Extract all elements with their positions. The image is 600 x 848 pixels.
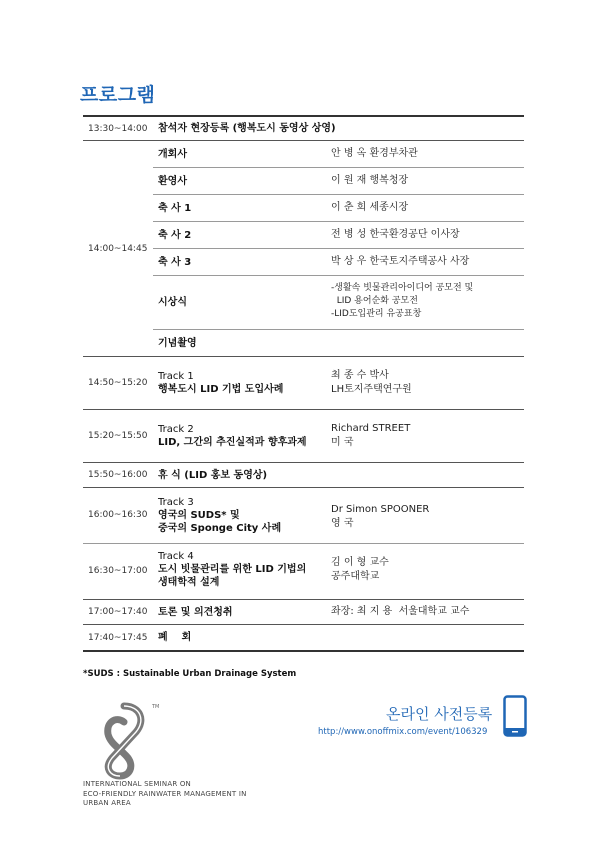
event-label: 개회사 [158, 149, 187, 160]
speaker-line: Dr Simon SPOONER [331, 504, 430, 515]
track-label: Track 2 [158, 424, 194, 435]
speaker-lines [331, 422, 410, 450]
opening-item [153, 168, 524, 195]
event-label: 휴 식 (LID 홍보 동영상) [158, 469, 268, 481]
speaker-label: 좌장: 최 지 용 서울대학교 교수 [331, 606, 470, 617]
event-block [158, 550, 306, 589]
speaker-line: 영 국 [331, 518, 354, 529]
speaker-lines [331, 282, 473, 321]
opening-item [153, 249, 524, 276]
event-block [158, 423, 307, 449]
speaker-label: 이 원 재 행복청장 [331, 175, 409, 186]
time-label: 15:50~16:00 [88, 470, 148, 480]
speaker-line: 최 종 수 박사 [331, 370, 389, 381]
event-label: 폐 회 [158, 632, 192, 643]
time-label: 16:30~17:00 [88, 566, 148, 576]
speaker-line: 김 이 형 교수 [331, 557, 389, 568]
online-registration-label[interactable]: 온라인 사전등록 [386, 705, 493, 723]
row-track1 [83, 357, 524, 410]
trademark-mark: TM [152, 704, 160, 710]
event-line: 중국의 Sponge City 사례 [158, 523, 282, 534]
footnote: *SUDS : Sustainable Urban Drainage System [83, 669, 297, 679]
page-title: 프로그램 [80, 84, 156, 106]
event-label: 기념촬영 [158, 338, 197, 349]
row-discussion [83, 600, 524, 625]
event-label: 토론 및 의견청취 [158, 606, 233, 618]
event-label: LID, 그간의 추진실적과 향후과제 [158, 437, 307, 448]
row-closing [83, 625, 524, 650]
time-label: 14:00~14:45 [88, 243, 148, 254]
seminar-logo-icon [82, 700, 182, 780]
opening-item [153, 330, 524, 356]
track-label: Track 4 [158, 551, 194, 562]
seminar-name-line: URBAN AREA [83, 799, 131, 807]
speaker-lines [331, 556, 389, 584]
speaker-lines [331, 369, 412, 397]
speaker-label: 안 병 옥 환경부차관 [331, 148, 418, 159]
program-table [83, 115, 524, 652]
track-label: Track 3 [158, 497, 194, 508]
row-track2 [83, 410, 524, 463]
speaker-line: Richard STREET [331, 423, 411, 434]
seminar-name-line: INTERNATIONAL SEMINAR ON [83, 780, 191, 788]
speaker-line: -LID도입관리 유공표창 [331, 309, 422, 319]
registration-url-link[interactable]: http://www.onoffmix.com/event/106329 [318, 727, 488, 737]
opening-item [153, 141, 524, 168]
speaker-line: -생활속 빗물관리아이디어 공모전 및 [331, 283, 474, 293]
time-label: 17:00~17:40 [88, 607, 148, 617]
opening-item [153, 222, 524, 249]
opening-item-awards [153, 276, 524, 330]
time-label: 17:40~17:45 [88, 632, 148, 643]
row-track3 [83, 488, 524, 544]
speaker-lines [331, 503, 429, 531]
time-label: 14:50~15:20 [88, 378, 148, 388]
event-label: 참석자 현장등록 (행복도시 동영상 상영) [158, 123, 336, 134]
event-label: 축 사 3 [158, 257, 192, 268]
event-block [158, 370, 283, 396]
seminar-name [83, 780, 247, 809]
event-line: 영국의 SUDS* 및 [158, 510, 240, 521]
opening-item [153, 195, 524, 222]
speaker-label: 박 상 우 한국토지주택공사 사장 [331, 256, 470, 267]
event-label: 시상식 [158, 297, 187, 308]
smartphone-icon [503, 695, 527, 737]
speaker-line: LID 용어순화 공모전 [331, 296, 418, 306]
event-label: 환영사 [158, 176, 187, 187]
event-line: 도시 빗물관리를 위한 LID 기법의 [158, 564, 307, 575]
track-label: Track 1 [158, 371, 194, 382]
time-label: 13:30~14:00 [88, 123, 148, 134]
opening-session [83, 141, 524, 357]
speaker-label: 전 병 성 한국환경공단 이사장 [331, 229, 460, 240]
time-label: 15:20~15:50 [88, 431, 148, 441]
event-label: 축 사 2 [158, 230, 192, 241]
event-line: 생태학적 설계 [158, 577, 220, 588]
seminar-name-line: ECO-FRIENDLY RAINWATER MANAGEMENT IN [83, 789, 247, 798]
row-break [83, 463, 524, 488]
event-block [158, 496, 281, 535]
speaker-line: LH토지주택연구원 [331, 384, 412, 395]
row-track4 [83, 544, 524, 600]
time-label: 16:00~16:30 [88, 510, 148, 520]
speaker-label: 이 춘 희 세종시장 [331, 202, 409, 213]
speaker-line: 공주대학교 [331, 571, 380, 582]
row-registration [83, 117, 524, 141]
event-label: 행복도시 LID 기법 도입사례 [158, 384, 284, 395]
speaker-line: 미 국 [331, 437, 354, 448]
event-label: 축 사 1 [158, 203, 192, 214]
